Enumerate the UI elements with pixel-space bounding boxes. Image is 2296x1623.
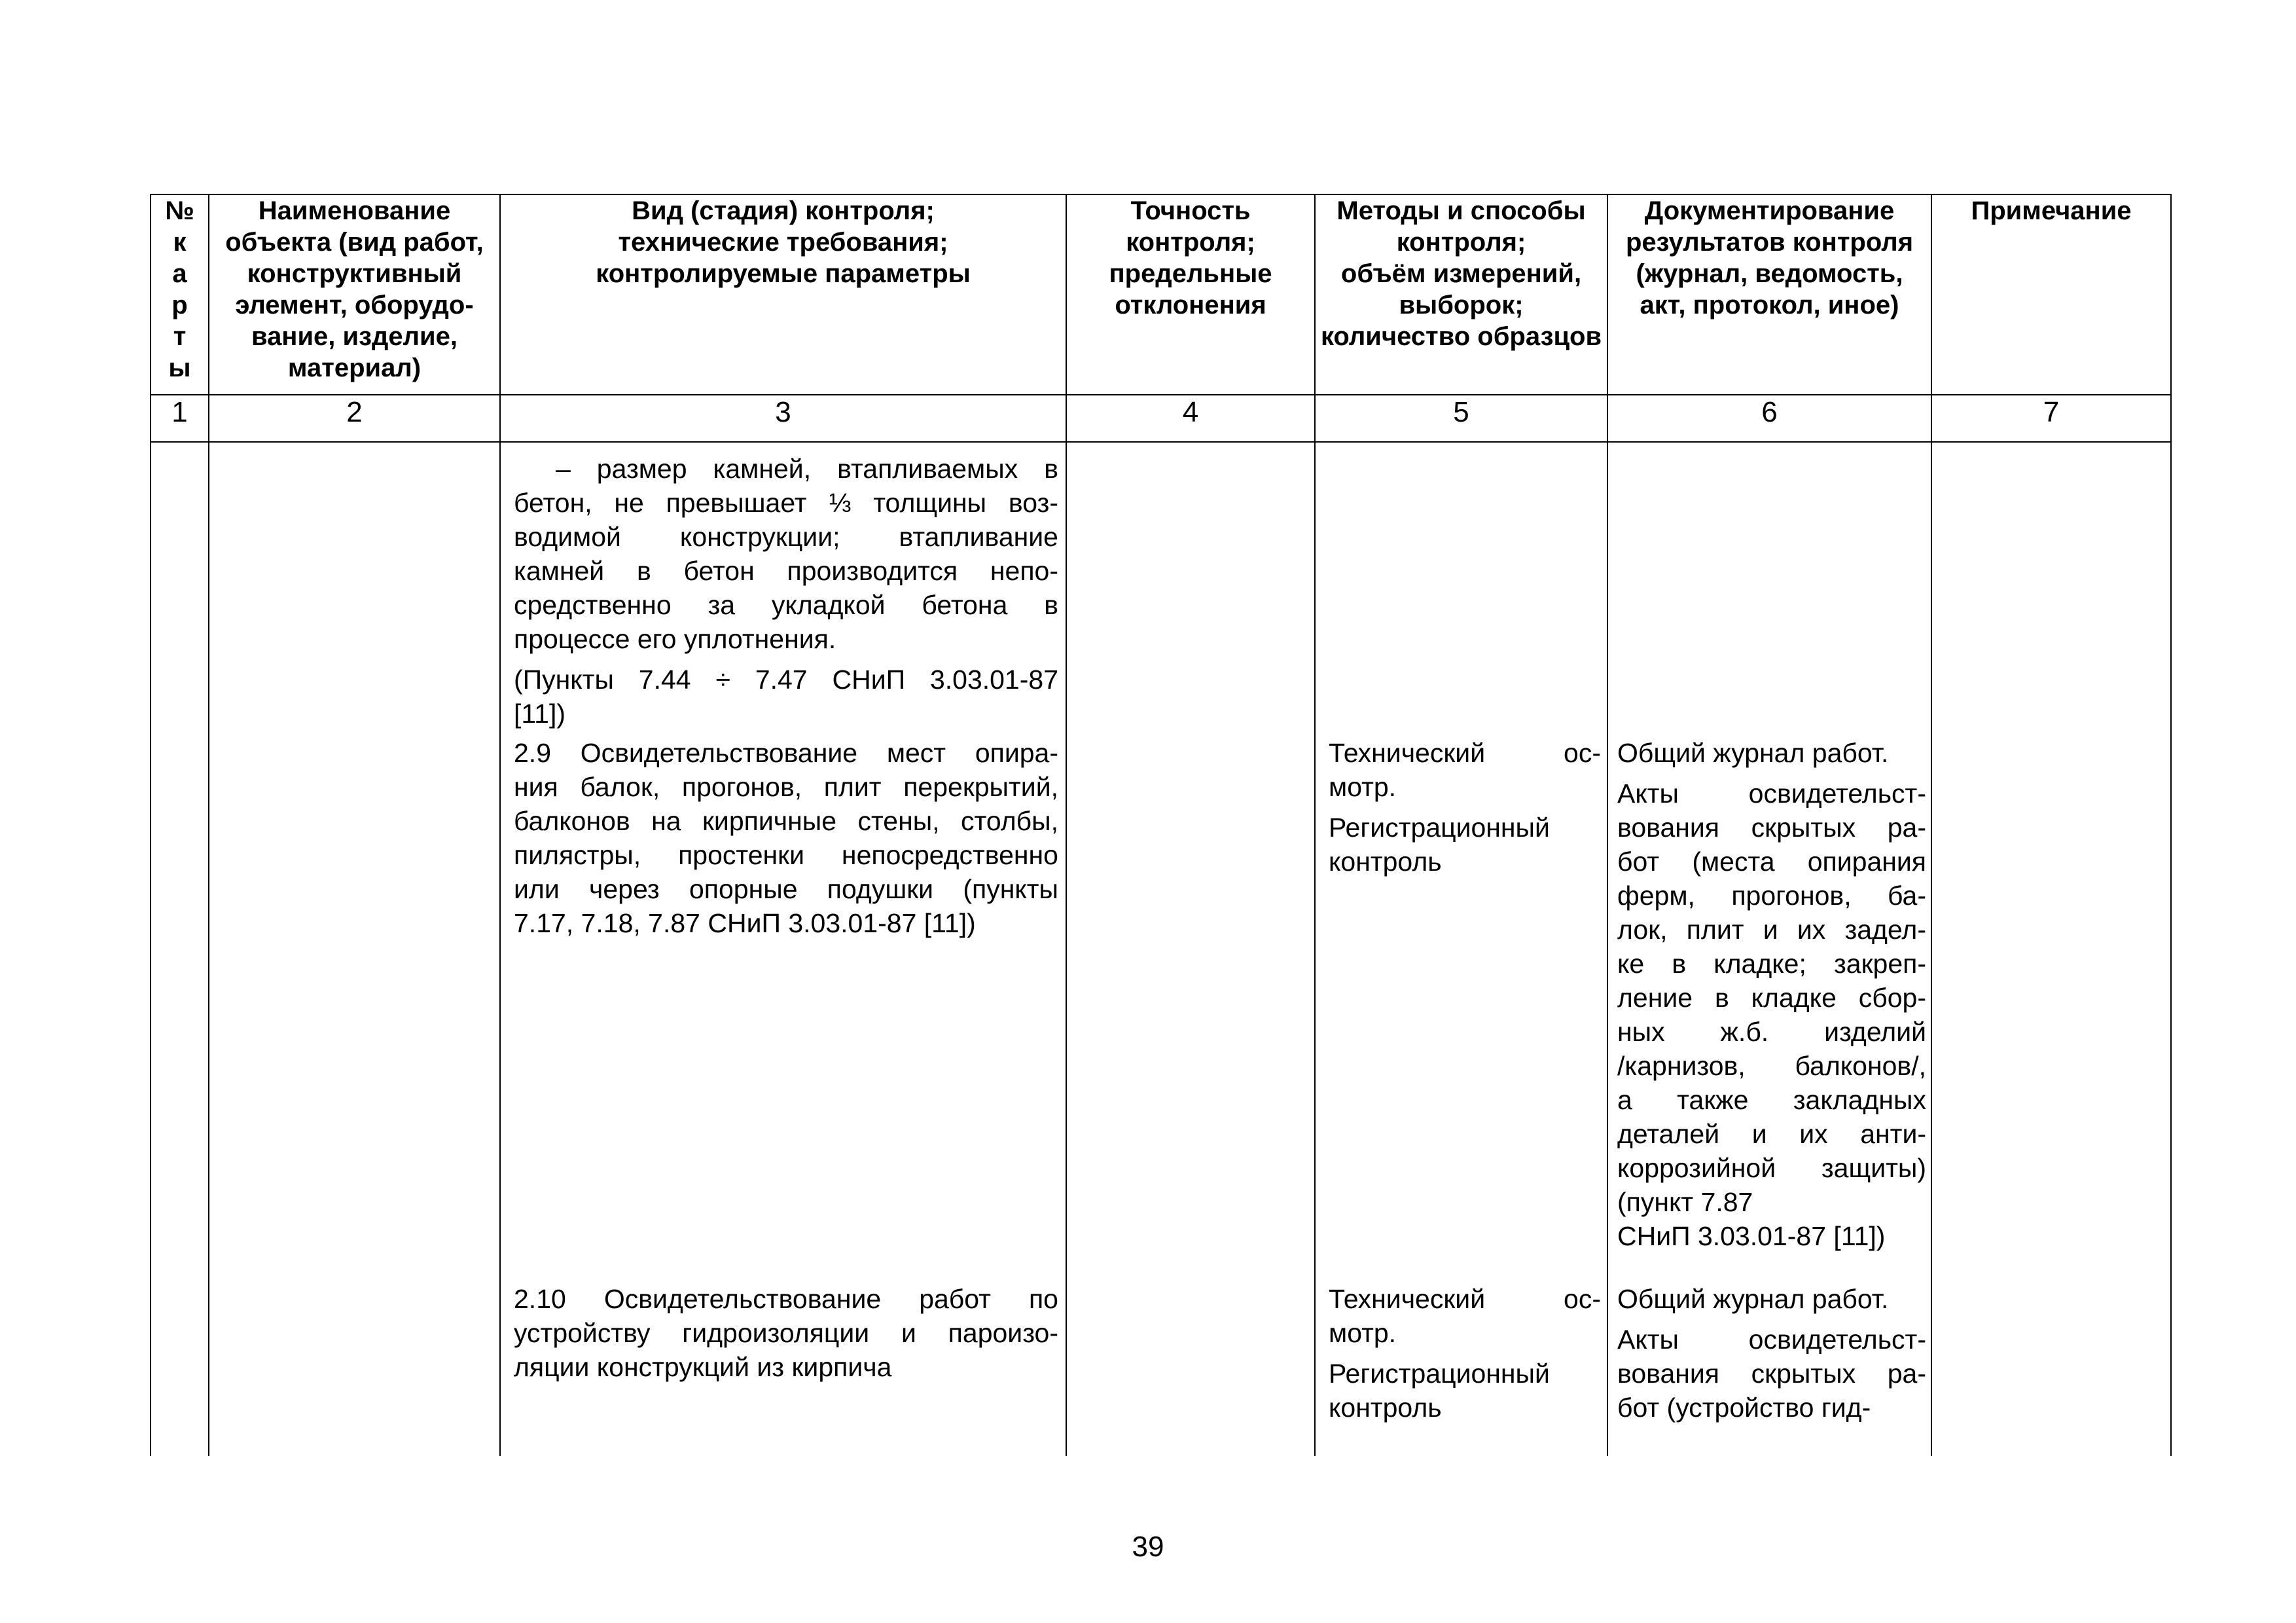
text-line: ляции конструкций из кирпича bbox=[514, 1352, 892, 1382]
column-number: 6 bbox=[1607, 395, 1931, 442]
reference-744 bbox=[514, 663, 1058, 731]
text-line: Акты освидетельст- bbox=[1617, 1324, 1926, 1355]
method-2-9-registration bbox=[1329, 811, 1601, 879]
text-line: Технический ос- bbox=[1329, 738, 1601, 768]
header-text-line: к bbox=[173, 228, 187, 257]
column-number-row bbox=[151, 395, 2171, 442]
doc-2-9-journal bbox=[1617, 736, 1926, 770]
header-text-line: акт, протокол, иное) bbox=[1640, 291, 1899, 319]
text-line: бот (места опирания bbox=[1617, 847, 1926, 877]
column-number: 4 bbox=[1066, 395, 1315, 442]
cell-card-number bbox=[151, 442, 209, 1456]
cell-object-name bbox=[209, 442, 500, 1456]
text-line: процессе его уплотнения. bbox=[514, 624, 836, 654]
method-2-10-registration bbox=[1329, 1357, 1601, 1425]
text-line: Технический ос- bbox=[1329, 1284, 1601, 1314]
text-line: бот (устройство гид- bbox=[1617, 1393, 1871, 1423]
text-line: ферм, прогонов, ба- bbox=[1617, 881, 1926, 911]
text-line: Акты освидетельст- bbox=[1617, 778, 1926, 809]
text-line: Общий журнал работ. bbox=[1617, 1284, 1889, 1314]
header-text-line: отклонения bbox=[1115, 291, 1266, 319]
table-body-row bbox=[151, 442, 2171, 1456]
cell-methods bbox=[1315, 442, 1607, 1456]
cell-accuracy bbox=[1066, 442, 1315, 1456]
column-number: 7 bbox=[1931, 395, 2171, 442]
text-line: – размер камней, втапливаемых в bbox=[556, 454, 1058, 484]
header-text-line: Вид (стадия) контроля; bbox=[632, 196, 935, 225]
cell-note bbox=[1931, 442, 2171, 1456]
text-line: 2.9 Освидетельствование мест опира- bbox=[514, 738, 1058, 768]
page-number: 39 bbox=[1132, 1531, 1164, 1563]
text-line: лок, плит и их задел- bbox=[1617, 915, 1926, 945]
header-text-line: Точность bbox=[1130, 196, 1251, 225]
doc-2-10-acts bbox=[1617, 1322, 1926, 1425]
header-text-line: (журнал, ведомость, bbox=[1636, 259, 1903, 288]
header-text-line: количество образцов bbox=[1320, 322, 1602, 351]
header-accuracy bbox=[1066, 194, 1315, 395]
column-number: 2 bbox=[209, 395, 500, 442]
text-line: средственно за укладкой бетона в bbox=[514, 590, 1058, 620]
doc-2-9-acts bbox=[1617, 776, 1926, 1253]
header-text-line: р bbox=[171, 291, 188, 319]
header-card-number bbox=[151, 194, 209, 395]
text-line: ния балок, прогонов, плит перекрытий, bbox=[514, 772, 1058, 802]
text-line: коррозийной защиты) bbox=[1617, 1153, 1926, 1183]
header-text-line: Документирование bbox=[1644, 196, 1895, 225]
header-text-line: Методы и способы bbox=[1336, 196, 1586, 225]
text-line: 2.10 Освидетельствование работ по bbox=[514, 1284, 1058, 1314]
text-line: Общий журнал работ. bbox=[1617, 738, 1889, 768]
text-line: камней в бетон производится непо- bbox=[514, 556, 1058, 586]
header-text-line: элемент, оборудо- bbox=[235, 291, 474, 319]
header-documentation bbox=[1607, 194, 1931, 395]
text-line: 7.17, 7.18, 7.87 СНиП 3.03.01-87 [11]) bbox=[514, 908, 976, 938]
item-2-10 bbox=[514, 1282, 1058, 1384]
control-table bbox=[150, 194, 2172, 1456]
text-line: /карнизов, балконов/, bbox=[1617, 1051, 1926, 1081]
header-text-line: контроля; bbox=[1126, 228, 1255, 257]
text-line: Регистрационный bbox=[1329, 812, 1550, 843]
header-text-line: № bbox=[165, 196, 194, 225]
text-line: мотр. bbox=[1329, 1318, 1397, 1348]
header-text-line: ы bbox=[168, 354, 191, 382]
header-text-line: технические требования; bbox=[618, 228, 948, 257]
text-line: балконов на кирпичные стены, столбы, bbox=[514, 806, 1058, 836]
text-line: или через опорные подушки (пункты bbox=[514, 874, 1058, 904]
header-text-line: результатов контроля bbox=[1625, 228, 1914, 257]
text-line: Регистрационный bbox=[1329, 1359, 1550, 1389]
method-2-10-inspection bbox=[1329, 1282, 1601, 1350]
column-number: 3 bbox=[500, 395, 1066, 442]
text-line: вования скрытых ра- bbox=[1617, 812, 1926, 843]
text-line: вования скрытых ра- bbox=[1617, 1359, 1926, 1389]
column-number: 1 bbox=[151, 395, 209, 442]
item-2-9 bbox=[514, 736, 1058, 940]
header-text-line: т bbox=[173, 322, 187, 351]
doc-2-10-journal bbox=[1617, 1282, 1926, 1316]
text-line: мотр. bbox=[1329, 772, 1397, 802]
text-line: бетон, не превышает ⅓ толщины воз- bbox=[514, 488, 1058, 518]
text-line: СНиП 3.03.01-87 [11]) bbox=[1617, 1221, 1886, 1251]
cell-control-requirements bbox=[500, 442, 1066, 1456]
cell-documentation bbox=[1607, 442, 1931, 1456]
method-2-9-inspection bbox=[1329, 736, 1601, 804]
header-text-line: а bbox=[172, 259, 187, 288]
text-line: [11]) bbox=[514, 699, 565, 729]
text-line: а также закладных bbox=[1617, 1085, 1926, 1115]
text-line: водимой конструкции; втапливание bbox=[514, 522, 1058, 552]
header-text-line: объекта (вид работ, bbox=[225, 228, 484, 257]
header-text-line: объём измерений, bbox=[1340, 259, 1582, 288]
header-methods bbox=[1315, 194, 1607, 395]
text-line: контроль bbox=[1329, 847, 1442, 877]
text-line: устройству гидроизоляции и пароизо- bbox=[514, 1318, 1058, 1348]
header-note bbox=[1931, 194, 2171, 395]
table-header-row bbox=[151, 194, 2171, 395]
text-line: ление в кладке сбор- bbox=[1617, 983, 1926, 1013]
header-text-line: выборок; bbox=[1399, 291, 1524, 319]
header-text-line: конструктивный bbox=[247, 259, 462, 288]
header-text-line: Примечание bbox=[1971, 196, 2132, 225]
header-text-line: контролируемые параметры bbox=[596, 259, 971, 288]
header-text-line: Наименование bbox=[258, 196, 451, 225]
header-text-line: контроля; bbox=[1396, 228, 1526, 257]
text-line: пилястры, простенки непосредственно bbox=[514, 840, 1058, 870]
header-text-line: предельные bbox=[1109, 259, 1272, 288]
header-object-name bbox=[209, 194, 500, 395]
header-text-line: материал) bbox=[287, 354, 422, 382]
text-line: деталей и их анти- bbox=[1617, 1119, 1926, 1149]
stone-size-requirement bbox=[514, 452, 1058, 656]
column-number: 5 bbox=[1315, 395, 1607, 442]
header-control-type bbox=[500, 194, 1066, 395]
text-line: (пункт 7.87 bbox=[1617, 1187, 1753, 1217]
text-line: контроль bbox=[1329, 1393, 1442, 1423]
text-line: ных ж.б. изделий bbox=[1617, 1017, 1926, 1047]
text-line: (Пункты 7.44 ÷ 7.47 СНиП 3.03.01-87 bbox=[514, 665, 1058, 695]
text-line: ке в кладке; закреп- bbox=[1617, 949, 1926, 979]
header-text-line: вание, изделие, bbox=[251, 322, 457, 351]
